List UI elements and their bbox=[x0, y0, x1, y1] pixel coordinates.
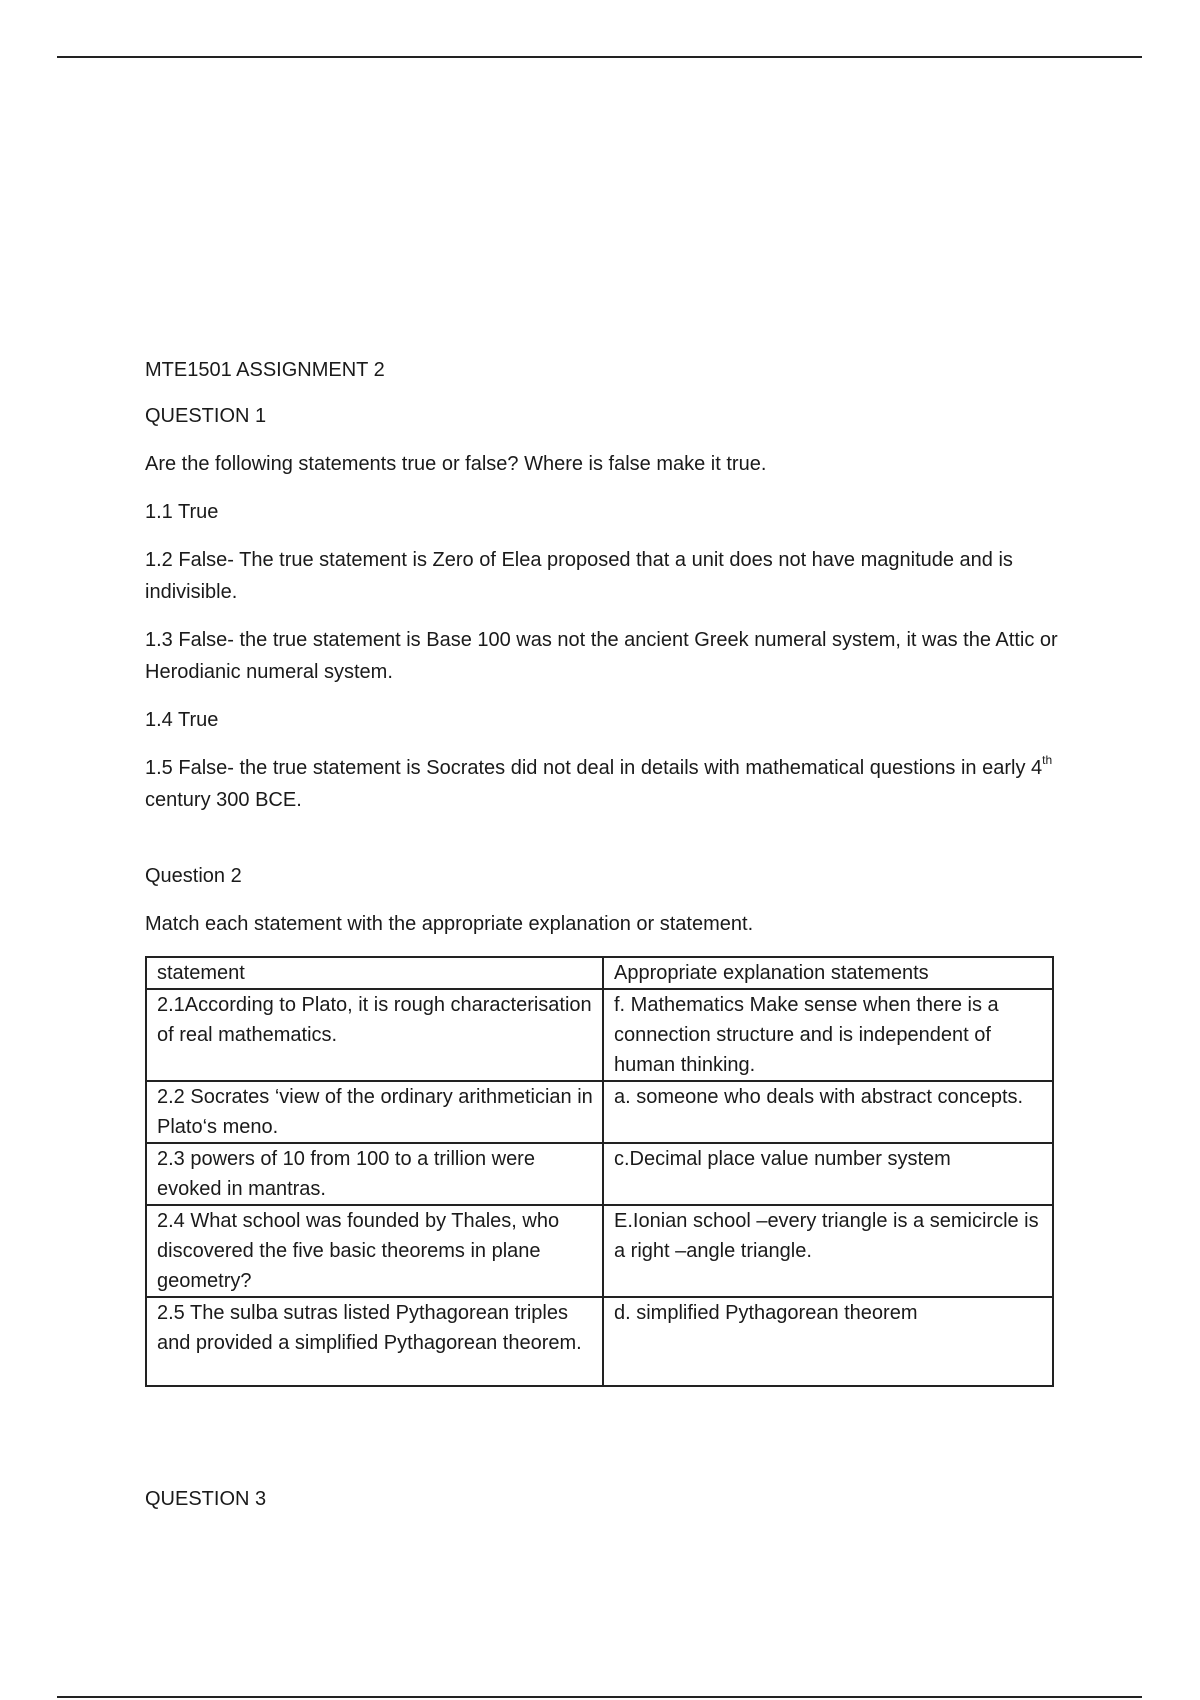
header-rule bbox=[57, 56, 1142, 58]
table-cell-statement: 2.3 powers of 10 from 100 to a trillion were evoked in mantras. bbox=[146, 1143, 603, 1205]
table-cell-statement: 2.5 The sulba sutras listed Pythagorean triples and provided a simplified Pythagorean theorem. bbox=[146, 1297, 603, 1386]
table-cell-statement: 2.1According to Plato, it is rough characterisation of real mathematics. bbox=[146, 989, 603, 1081]
answer-1-5 bbox=[145, 752, 1065, 816]
table-cell-explanation: a. someone who deals with abstract concepts. bbox=[603, 1081, 1053, 1143]
table-header-explanation: Appropriate explanation statements bbox=[603, 957, 1053, 989]
answer-1-5-text: 1.5 False- the true statement is Socrates did not deal in details with mathematical questions in early 4 bbox=[145, 757, 1043, 779]
answer-1-2: 1.2 False- The true statement is Zero of Elea proposed that a unit does not have magnitude and is indivisible. bbox=[145, 549, 1013, 603]
answer-1-4: 1.4 True bbox=[145, 709, 219, 731]
footer-rule bbox=[57, 1696, 1142, 1698]
table-header-row bbox=[146, 957, 1053, 989]
table-cell-explanation: f. Mathematics Make sense when there is a connection structure and is independent of human thinking. bbox=[603, 989, 1053, 1081]
document-body bbox=[145, 354, 1065, 1531]
answer-1-5-tail: century 300 BCE. bbox=[145, 789, 302, 811]
question-1-heading: QUESTION 1 bbox=[145, 405, 267, 427]
table-row bbox=[146, 1143, 1053, 1205]
table-row bbox=[146, 1081, 1053, 1143]
table-cell-explanation: d. simplified Pythagorean theorem bbox=[603, 1297, 1053, 1386]
table-cell-explanation: E.Ionian school –every triangle is a semicircle is a right –angle triangle. bbox=[603, 1205, 1053, 1297]
question-2-instruction: Match each statement with the appropriate explanation or statement. bbox=[145, 913, 754, 935]
table-row bbox=[146, 1297, 1053, 1386]
question-2-heading: Question 2 bbox=[145, 865, 242, 887]
question-3-heading: QUESTION 3 bbox=[145, 1488, 267, 1510]
matching-table bbox=[145, 956, 1054, 1387]
table-cell-statement: 2.4 What school was founded by Thales, who discovered the five basic theorems in plane geometry? bbox=[146, 1205, 603, 1297]
answer-1-3: 1.3 False- the true statement is Base 100 was not the ancient Greek numeral system, it was the Attic or Herodianic numeral system. bbox=[145, 629, 1058, 683]
question-1-instruction: Are the following statements true or false? Where is false make it true. bbox=[145, 453, 767, 475]
table-row bbox=[146, 989, 1053, 1081]
answer-1-5-superscript: th bbox=[1042, 753, 1053, 768]
table-row bbox=[146, 1205, 1053, 1297]
table-cell-explanation: c.Decimal place value number system bbox=[603, 1143, 1053, 1205]
answer-1-1: 1.1 True bbox=[145, 501, 219, 523]
table-cell-statement: 2.2 Socrates ‘view of the ordinary arithmetician in Plato‘s meno. bbox=[146, 1081, 603, 1143]
table-header-statement: statement bbox=[146, 957, 603, 989]
document-title: MTE1501 ASSIGNMENT 2 bbox=[145, 359, 385, 381]
